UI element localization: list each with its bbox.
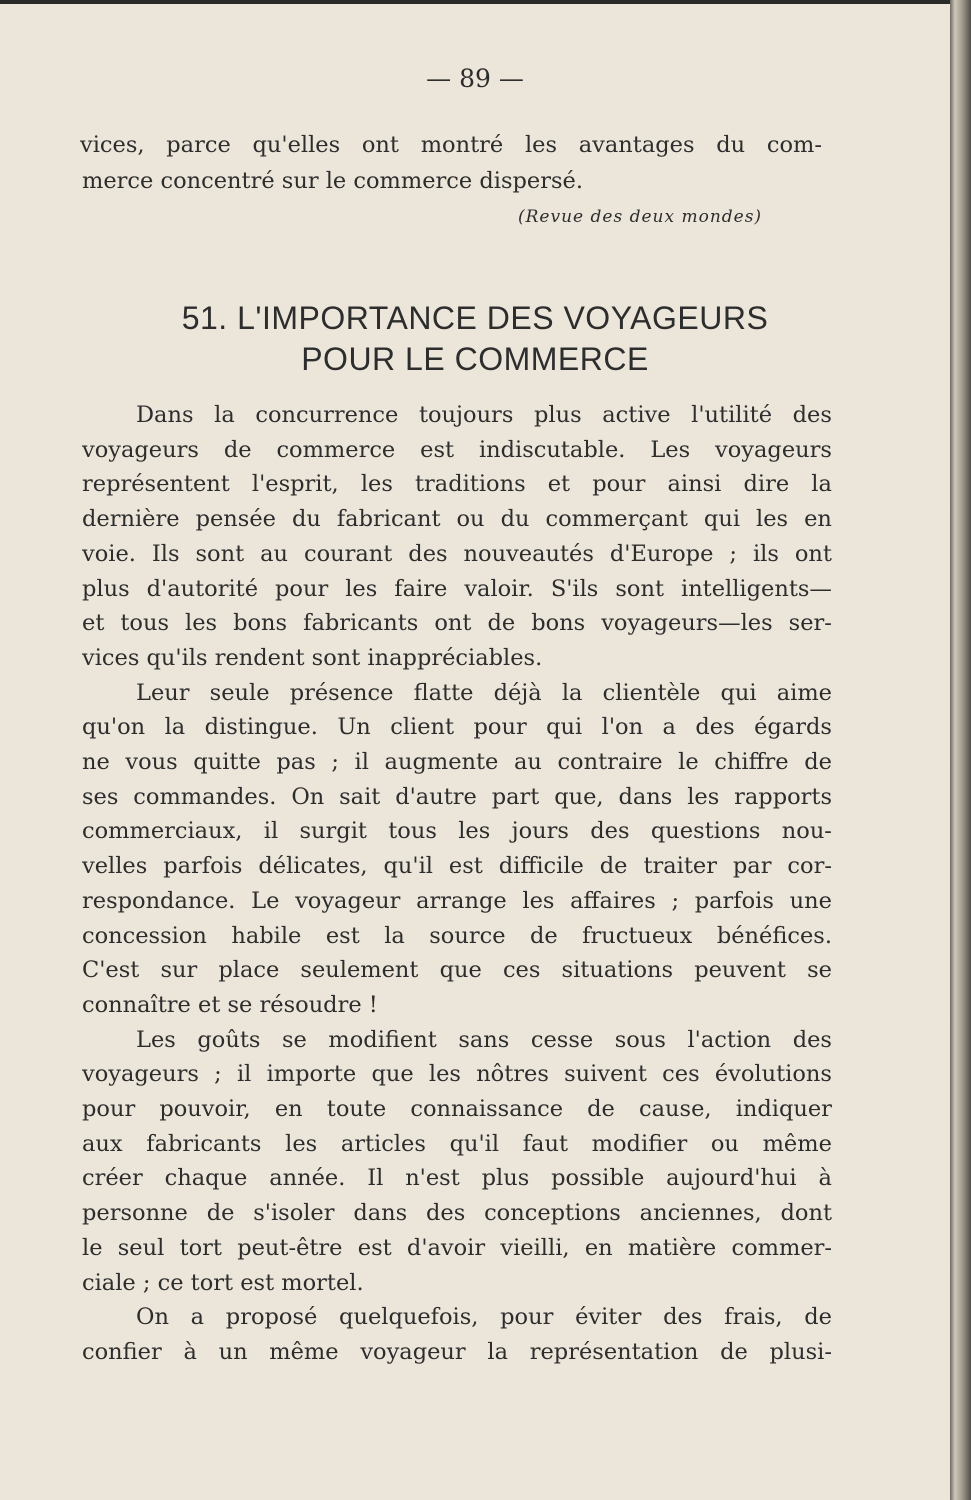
text-line: ne vous quitte pas ; il augmente au contraire le chiffre de	[82, 749, 832, 775]
text-line: qu'on la distingue. Un client pour qui l'on a des égards	[82, 714, 832, 741]
text-line: Leur seule présence flatte déjà la clientèle qui aime	[136, 679, 832, 706]
text-line: vices qu'ils rendent sont inappréciables.	[82, 644, 543, 671]
text-line: ses commandes. On sait d'autre part que, dans les rapports	[82, 783, 832, 810]
text-line: aux fabricants les articles qu'il faut modifier ou même	[82, 1130, 832, 1157]
section-title-line-1: 51. L'IMPORTANCE DES VOYAGEURS	[181, 300, 769, 336]
text-line: pour pouvoir, en toute connaissance de cause, indiquer	[82, 1096, 832, 1122]
source-citation: (Revue des deux mondes)	[518, 207, 763, 227]
text-line: voyageurs de commerce est indiscutable. Les voyageurs	[82, 436, 832, 463]
text-line: confier à un même voyageur la représentation de plusi-	[82, 1338, 832, 1365]
text-line: C'est sur place seulement que ces situations peuvent se	[82, 957, 832, 984]
text-line: On a proposé quelquefois, pour éviter des frais, de	[136, 1304, 832, 1331]
text-line: ciale ; ce tort est mortel.	[82, 1269, 364, 1296]
text-line: personne de s'isoler dans des conceptions anciennes, dont	[82, 1200, 832, 1227]
text-line: voie. Ils sont au courant des nouveautés d'Europe ; ils ont	[82, 540, 832, 567]
text-line: respondance. Le voyageur arrange les affaires ; parfois une	[82, 887, 832, 914]
text-line: voyageurs ; il importe que les nôtres suivent ces évolutions	[82, 1061, 832, 1088]
text-line: concession habile est la source de fructueux bénéfices.	[82, 922, 832, 949]
page-number: — 89 —	[426, 64, 524, 93]
text-line: dernière pensée du fabricant ou du commerçant qui les en	[82, 506, 832, 533]
opening-line-1: vices, parce qu'elles ont montré les avantages du com-	[80, 132, 822, 158]
text-line: le seul tort peut-être est d'avoir vieilli, en matière commer-	[82, 1234, 832, 1261]
text-line: créer chaque année. Il n'est plus possible aujourd'hui à	[82, 1165, 832, 1192]
text-line: connaître et se résoudre !	[82, 991, 378, 1018]
page-edge	[950, 0, 971, 1500]
text-line: plus d'autorité pour les faire valoir. S'ils sont intelligents—	[82, 575, 832, 602]
opening-line-2: merce concentré sur le commerce dispersé.	[82, 168, 583, 194]
text-line: Les goûts se modifient sans cesse sous l'action des	[136, 1026, 832, 1053]
book-page	[0, 4, 950, 1500]
text-line: et tous les bons fabricants ont de bons voyageurs—les ser-	[82, 610, 832, 637]
text-line: velles parfois délicates, qu'il est difficile de traiter par cor-	[82, 853, 832, 880]
section-title-line-2: POUR LE COMMERCE	[301, 341, 649, 377]
text-line: Dans la concurrence toujours plus active l'utilité des	[136, 402, 832, 428]
text-line: commerciaux, il surgit tous les jours des questions nou-	[82, 818, 832, 845]
text-line: représentent l'esprit, les traditions et pour ainsi dire la	[82, 471, 832, 498]
